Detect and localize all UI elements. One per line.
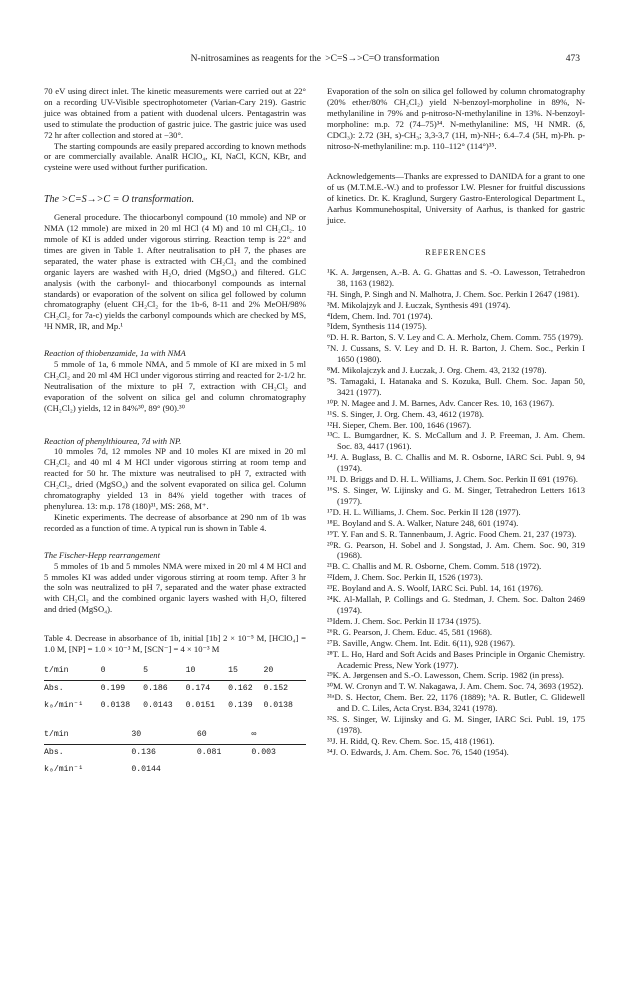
table-cell: 0.003 bbox=[251, 747, 276, 757]
reference-item: ¹⁹T. Y. Fan and S. R. Tannenbaum, J. Agric. Food Chem. 21, 237 (1973). bbox=[327, 528, 577, 539]
running-title: N-nitrosamines as reagents for the >C=S→>C=O transformation bbox=[190, 54, 440, 64]
paragraph-general-procedure: General procedure. The thiocarbonyl compound (10 mmole) and NP or NMA (12 mmole) are mixed in 20 ml HCl (4 M) and 10 ml CH₂Cl₂. 10 mmole of KI is added under vigorous stirring. Reaction temp is 22° and times are given in Table 1. After neutralisation to pH 7, the phases are separated, the water phase is extracted with CH₂Cl₂ and the combined organic layers are washed with H₂O, dried (MgSO₄) and filtered. GLC analysis (with the carbonyl- and thiocarbonyl compounds as internal standards) or evaporation of the solvent on silica gel followed by column chromatography (eluent CH₂Cl₂ for the 1b-6, 8-11 and 2% MeOH/98% CH₂Cl₂ for 7a-c) yields the carbonyl compounds which are checked by MS, ¹H NMR, IR, and Mp.¹ bbox=[44, 212, 306, 332]
table-cell: 0.162 bbox=[228, 683, 253, 693]
reference-item: ⁹S. Tamagaki, I. Hatanaka and S. Kozuka, Bull. Chem. Soc. Japan 50, 3421 (1977). bbox=[327, 375, 585, 397]
reference-item: ¹²H. Sieper, Chem. Ber. 100, 1646 (1967). bbox=[327, 419, 472, 430]
reference-item: ⁸M. Mikolajczyk and J. Łuczak, J. Org. Chem. 43, 2132 (1978). bbox=[327, 365, 547, 376]
table-cell: t/min bbox=[44, 663, 101, 680]
reference-item: ²³E. Boyland and A. S. Woolf, IARC Sci. Publ. 14, 161 (1976). bbox=[327, 583, 544, 594]
reference-item: ⁴Idem, Chem. Ind. 701 (1974). bbox=[327, 310, 433, 321]
table-cell: 0.0144 bbox=[131, 764, 161, 774]
reference-item: ¹⁰P. N. Magee and J. M. Barnes, Adv. Cancer Res. 10, 163 (1967). bbox=[327, 397, 555, 408]
reference-item: ⁷N. J. Cussans, S. V. Ley and D. H. R. Barton, J. Chem. Soc., Perkin I 1650 (1980). bbox=[327, 343, 585, 365]
section-heading-transformation: The >C=S→>C = O transformation. bbox=[44, 194, 195, 206]
reference-item: ³³J. H. Ridd, Q. Rev. Chem. Soc. 15, 418 (1961). bbox=[327, 735, 495, 746]
paragraph-instrumentation bbox=[44, 86, 306, 141]
reference-item: ¹⁶S. S. Singer, W. Lijinsky and G. M. Singer, Tetrahedron Letters 1613 (1977). bbox=[327, 485, 585, 506]
table-cell: 60 bbox=[197, 727, 252, 744]
reference-item: ²¹B. C. Challis and M. R. Osborne, Chem. Comm. 518 (1972). bbox=[327, 561, 542, 572]
paragraph-text: 70 eV using direct inlet. The kinetic measurements were carried out at 22° on a recording UV-Visible spectrophotometer (Varian-Cary 219). Gastric juice was obtained from a patient with duodenal ulcers. Pentagastrin was used to stimulate the production of gastric juice. The gastric juice was used 72 hr after collection and stored at −30°. bbox=[44, 86, 306, 140]
reference-item: ³⁰M. W. Cronyn and T. W. Nakagawa, J. Am. Chem. Soc. 74, 3693 (1952). bbox=[327, 681, 584, 692]
table-cell: 0.186 bbox=[143, 683, 168, 693]
running-header bbox=[0, 54, 624, 70]
table-cell: 30 bbox=[131, 727, 196, 744]
paragraph-evaporation: Evaporation of the soln on silica gel followed by column chromatography (20% ether/80% CH₂Cl₂) yield N-benzoyl-morpholine in 89%, N-methylaniline in 79% and p-nitroso-N-methylaniline in 13%. N-benzoyl-morpholine: m.p. 72 (74–75)³⁴. N-methylaniline: MS, ¹H NMR. (δ, CDCl₃): 2.72 (3H, s)-CH₃; 3,3-3,7 (1H, m)-NH-; 6.4–7.4 (5H, m)-Ph. p-nitroso-N-methylaniline: m.p. 110–112° (114°)³⁵. bbox=[327, 86, 585, 151]
paragraph-fischer-hepp: 5 mmoles of 1b and 5 mmoles NMA were mixed in 20 ml 4 M HCl and 5 mmoles KI was added under vigorous stirring at room temp. After 3 hr the soln was neutralized to pH 7, separated and the water phase extracted with CH₂Cl₂ and the combined organic layers washed with H₂O, filtered and dried (MgSO₄). bbox=[44, 560, 306, 615]
references-heading: REFERENCES bbox=[425, 247, 487, 257]
paragraph-thiobenzamide: 5 mmole of 1a, 6 mmole NMA, and 5 mmole of KI are mixed in 5 ml CH₂Cl₂ and 20 ml 4M HCl under vigorous stirring and reacted for 2-1/2 hr. Neutralisation of the mixture to pH 7, extraction with CH₂Cl₂ and evaporation of the solvent on silica gel and column chromatography (CH₂Cl₂) yields, 12 in 84%³⁰, 89° (90).³⁰ bbox=[44, 359, 306, 413]
reference-item: ¹⁷D. H. L. Williams, J. Chem. Soc. Perkin II 128 (1977). bbox=[327, 506, 521, 517]
table-cell bbox=[197, 762, 252, 779]
table-cell: k₀/min⁻¹ bbox=[44, 764, 84, 774]
table-row bbox=[44, 698, 306, 715]
reference-item: ²⁹K. A. Jørgensen and S.-O. Lawesson, Chem. Scrip. 1982 (in press). bbox=[327, 670, 564, 681]
reference-item: ¹¹S. S. Singer, J. Org. Chem. 43, 4612 (1978). bbox=[327, 408, 484, 419]
table-cell: 0.139 bbox=[228, 700, 253, 710]
table-cell: 0.0143 bbox=[143, 700, 173, 710]
references-list bbox=[327, 267, 585, 758]
table-cell: k₀/min⁻¹ bbox=[44, 700, 84, 710]
reference-item: ¹⁸E. Boyland and S. A. Walker, Nature 248, 601 (1974). bbox=[327, 517, 519, 528]
table-cell: 0.174 bbox=[185, 683, 211, 693]
table-cell: ∞ bbox=[251, 727, 306, 744]
reference-item: ²⁴K. Al-Mallah, P. Collings and G. Stedman, J. Chem. Soc. Dalton 2469 (1974). bbox=[327, 594, 585, 615]
acknowledgements: Acknowledgements—Thanks are expressed to DANIDA for a grant to one of us (M.T.M.E.-W.) and to professor I.W. Plesner for fruitful discussions of kinetics. Dr. K. Kraglund, Surgery Gastro-Enterological Department L, Aarhus Kommunehospital, University of Aarhus, is thanked for gastric juice. bbox=[327, 171, 585, 226]
reference-item: ²⁰R. G. Pearson, H. Sobel and J. Songstad, J. Am. Chem. Soc. 90, 319 (1968). bbox=[327, 539, 585, 561]
table-cell: 0.0138 bbox=[100, 700, 131, 710]
reference-item: ¹⁴J. A. Buglass, B. C. Challis and M. R. Osborne, IARC Sci. Publ. 9, 94 (1974). bbox=[327, 452, 585, 474]
reference-item: ³²S. S. Singer, W. Lijinsky and G. M. Singer, IARC Sci. Publ. 19, 175 (1978). bbox=[327, 714, 585, 735]
reference-item: ²²Idem, J. Chem. Soc. Perkin II, 1526 (1973). bbox=[327, 572, 483, 583]
table-cell: 20 bbox=[263, 663, 306, 680]
table-cell: 0.0138 bbox=[263, 700, 293, 710]
section-heading-thiobenzamide: Reaction of thiobenzamide, 1a with NMA bbox=[44, 348, 186, 359]
table-cell: 0.081 bbox=[196, 747, 222, 757]
reference-item: ²⁶R. G. Pearson, J. Chem. Educ. 45, 581 (1968). bbox=[327, 626, 493, 637]
kinetics-table-continued bbox=[44, 727, 306, 779]
table-cell: t/min bbox=[44, 727, 131, 744]
table-cell: Abs. bbox=[44, 747, 64, 757]
table-cell: 0.0151 bbox=[185, 700, 216, 710]
table-cell: 0.199 bbox=[100, 683, 126, 693]
reference-item: ⁵Idem, Synthesis 114 (1975). bbox=[327, 321, 427, 332]
reference-item: ²H. Singh, P. Singh and N. Malhotra, J. Chem. Soc. Perkin I 2647 (1981). bbox=[327, 288, 580, 299]
paragraph-starting-compounds: The starting compounds are easily prepared according to known methods or are commercially available. AnalR HClO₄, KI, NaCl, KCN, KBr, and cysteine were used without further purification. bbox=[44, 140, 306, 173]
table-cell: 15 bbox=[228, 663, 263, 680]
reference-item: ³⁴J. O. Edwards, J. Am. Chem. Soc. 76, 1540 (1954). bbox=[327, 746, 509, 757]
reference-item: ¹⁵I. D. Briggs and D. H. L. Williams, J. Chem. Soc. Perkin II 691 (1976). bbox=[327, 474, 578, 485]
table-row bbox=[44, 663, 306, 680]
table-cell bbox=[251, 762, 306, 779]
table-cell: 10 bbox=[186, 663, 228, 680]
reference-item: ³¹ᵃD. S. Hector, Chem. Ber. 22, 1176 (1889); ᵇA. R. Butler, C. Glidewell and D. C. Liles, Acta Cryst. B34, 3241 (1978). bbox=[327, 692, 585, 714]
reference-item: ⁶D. H. R. Barton, S. V. Ley and C. A. Merholz, Chem. Comm. 755 (1979). bbox=[327, 332, 584, 343]
reference-item: ³M. Mikolajzyk and J. Łuczak, Synthesis 491 (1974). bbox=[327, 299, 511, 310]
table-cell: Abs. bbox=[44, 683, 64, 693]
paragraph-kinetic-experiments: Kinetic experiments. The decrease of absorbance at 290 nm of 1b was recorded as a function of time. A typical run is shown in Table 4. bbox=[44, 511, 306, 533]
table-cell: 5 bbox=[143, 663, 185, 680]
reference-item: ²⁷B. Saville, Angw. Chem. Int. Edit. 6(11), 928 (1967). bbox=[327, 637, 516, 648]
reference-item: ¹³C. L. Bumgardner, K. S. McCallum and J. P. Freeman, J. Am. Chem. Soc. 83, 4417 (1961). bbox=[327, 430, 585, 452]
page-number: 473 bbox=[565, 54, 580, 64]
reference-item: ²⁵Idem. J. Chem. Soc. Perkin II 1734 (1975). bbox=[327, 615, 482, 626]
reference-item: ²⁸T. L. Ho, Hard and Soft Acids and Bases Principle in Organic Chemistry. Academic Press, New York (1977). bbox=[327, 648, 585, 670]
kinetics-table bbox=[44, 663, 306, 715]
table-row bbox=[44, 762, 306, 779]
section-heading-fischer-hepp: The Fischer-Hepp rearrangement bbox=[44, 549, 160, 560]
section-heading-phenylthiourea: Reaction of phenylthiourea, 7d with NP. bbox=[44, 435, 182, 446]
table-caption: Table 4. Decrease in absorbance of 1b, initial [1b] 2 × 10⁻⁵ M, [HClO₄] = 1.0 M, [NP] = 1.0 × 10⁻³ M, [SCN⁻] = 4 × 10⁻³ M bbox=[44, 633, 306, 655]
reference-item: ¹K. A. Jørgensen, A.-B. A. G. Ghattas and S. -O. Lawesson, Tetrahedron 38, 1163 (1982). bbox=[327, 266, 585, 288]
table-cell: 0.152 bbox=[263, 683, 289, 693]
right-column bbox=[327, 86, 585, 758]
table-row bbox=[44, 744, 306, 761]
table-row bbox=[44, 727, 306, 744]
table-cell: 0 bbox=[101, 663, 143, 680]
table-cell: 0.136 bbox=[131, 747, 156, 757]
paragraph-phenylthiourea: 10 mmoles 7d, 12 mmoles NP and 10 moles KI are mixed in 20 ml CH₂Cl₂ and 40 ml 4 M HCl under vigorous stirring at room temp and reacted for 50 hr. The mixture was neutralised to pH 7, extracted with CH₂Cl₂, dried (MgSO₄) and the solvent evaporated on silica gel. Column chromatography yielded 13 in 84% yield together with traces of phenylurea. 13: m.p. 178 (180)³¹, MS: 268, M⁺. bbox=[44, 446, 306, 511]
left-column bbox=[44, 86, 306, 778]
table-row bbox=[44, 680, 306, 697]
